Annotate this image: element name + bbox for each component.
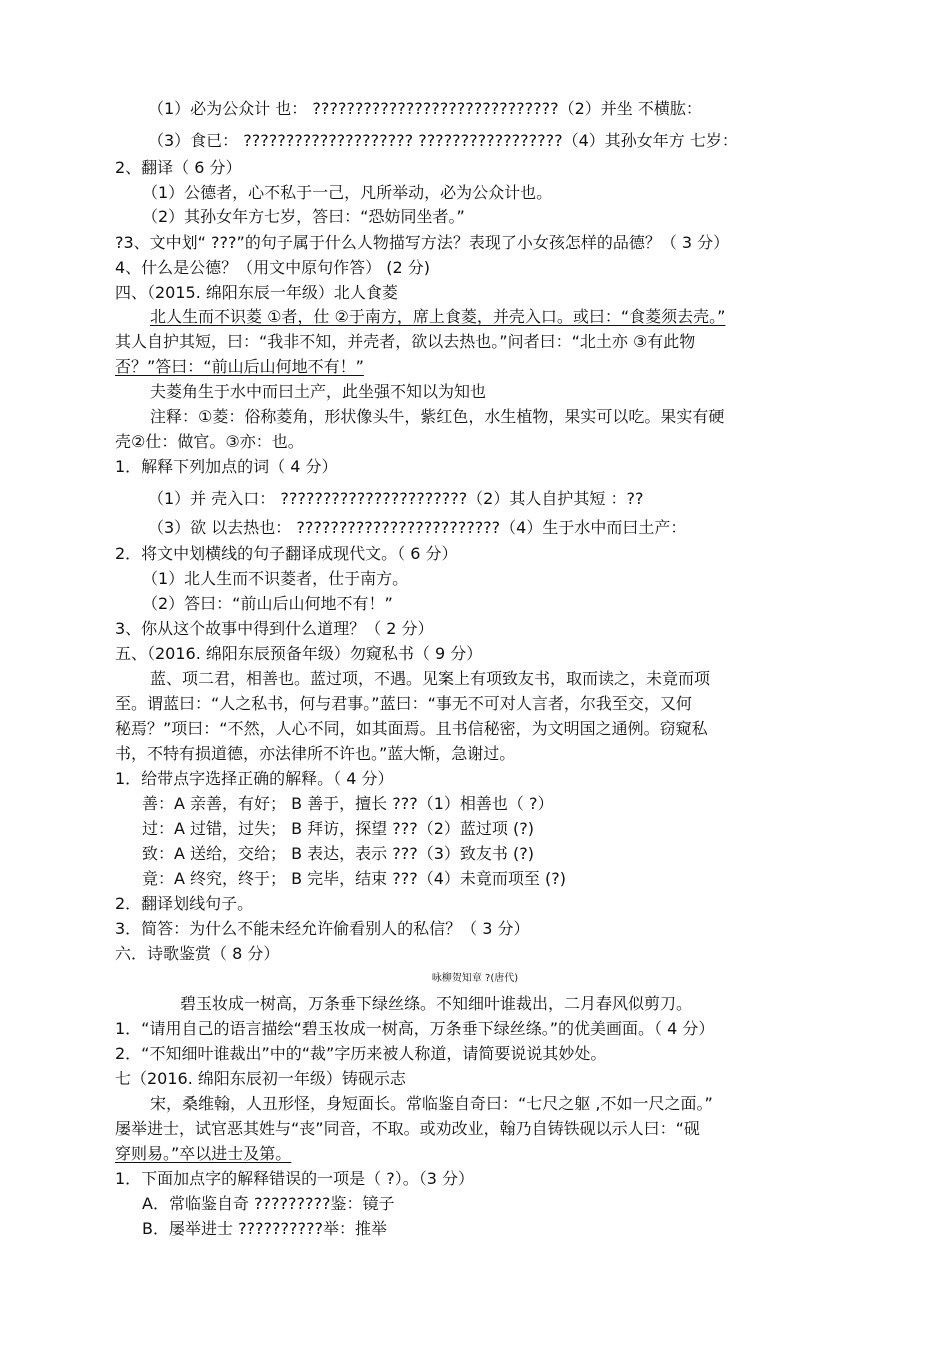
text-line: 秘焉？”项曰：“不然，人心不同，如其面焉。且书信秘密，为文明国之通例。窃窥私 bbox=[115, 719, 708, 738]
text-line: 壳②仕：做官。③亦：也。 bbox=[115, 432, 304, 451]
text-line: （1）公德者，心不私于一己，凡所举动，必为公众计也。 bbox=[142, 183, 553, 202]
text-line: （2）答曰：“前山后山何地不有！” bbox=[142, 594, 393, 613]
text-line: 3．简答：为什么不能未经允许偷看别人的私信？（ 3 分） bbox=[115, 919, 530, 938]
text-line: （2）其孙女年方七岁，答曰：“恐妨同坐者。” bbox=[142, 207, 465, 226]
section-heading: 七（2016. 绵阳东辰初一年级）铸砚示志 bbox=[115, 1069, 406, 1088]
text-line: 1．下面加点字的解释错误的一项是（ ?）。（3 分） bbox=[115, 1169, 475, 1188]
text-line: 善：A 亲善，有好； B 善于，擅长 ???（1）相善也（ ?） bbox=[142, 794, 554, 813]
text-line: （3）食已： ???????????????????? ?????????????????（4）其孙女年方 七岁： bbox=[148, 131, 738, 150]
text-line: 至。谓蓝曰：“人之私书，何与君事。”蓝曰：“事无不可对人言者，尔我至交，又何 bbox=[115, 694, 692, 713]
text-line: 穿则易。”卒以进士及第。 bbox=[115, 1144, 292, 1163]
text-line: 北人生而不识菱 ①者，仕 ②于南方，席上食菱，并壳入口。或曰：“食菱须去壳。” bbox=[150, 307, 726, 326]
text-line: 宋，桑维翰，人丑形怪，身短面长。常临鉴自奇曰：“七尺之躯 ,不如一尺之面。” bbox=[150, 1094, 713, 1113]
text-line: 夫菱角生于水中而曰土产，此坐强不知以为知也 bbox=[150, 382, 487, 401]
text-line: 2、翻译（ 6 分） bbox=[115, 158, 242, 177]
text-line: 4、什么是公德？（用文中原句作答） (2 分) bbox=[115, 258, 431, 277]
text-line: 否？”答曰：“前山后山何地不有！” bbox=[115, 357, 364, 376]
text-line: 屡举进士，试官恶其姓与“丧”同音，不取。或劝改业，翰乃自铸铁砚以示人曰：“砚 bbox=[115, 1119, 700, 1138]
text-line: 其人自护其短，曰：“我非不知，并壳者，欲以去热也。”问者曰：“北土亦 ③有此物 bbox=[115, 332, 696, 351]
poem-title: 咏柳贺知章 ?(唐代) bbox=[431, 973, 519, 984]
text-line: 注释：①菱：俗称菱角，形状像头牛，紫红色，水生植物，果实可以吃。果实有硬 bbox=[150, 407, 725, 426]
option-b: B．屡举进士 ??????????举：推举 bbox=[142, 1219, 387, 1238]
option-a: A．常临鉴自奇 ?????????鉴：镜子 bbox=[142, 1194, 395, 1213]
text-line: 2．将文中划横线的句子翻译成现代文。（ 6 分） bbox=[115, 544, 458, 563]
text-line: （1）必为公众计 也： ?????????????????????????????（2）并坐 不横肱： bbox=[148, 99, 702, 118]
text-line: 过：A 过错，过失； B 拜访，探望 ???（2）蓝过项 (?) bbox=[142, 819, 534, 838]
section-heading: 四、（2015. 绵阳东辰一年级）北人食菱 bbox=[115, 283, 398, 302]
text-line: （1）并 壳入口： ??????????????????????（2）其人自护其短 ：?? bbox=[148, 489, 644, 508]
text-line: 致：A 送给，交给； B 表达，表示 ???（3）致友书 (?) bbox=[142, 844, 534, 863]
text-line: 3、你从这个故事中得到什么道理？（ 2 分） bbox=[115, 619, 434, 638]
text-line: 2．“不知细叶谁裁出”中的“裁”字历来被人称道，请简要说说其妙处。 bbox=[115, 1044, 607, 1063]
text-line: 书，不特有损道德，亦法律所不许也。”蓝大惭，急谢过。 bbox=[115, 744, 516, 763]
text-line: 蓝、项二君，相善也。蓝过项，不遇。见案上有项致友书，取而读之，未竟而项 bbox=[150, 669, 711, 688]
text-line: （1）北人生而不识菱者，仕于南方。 bbox=[142, 569, 409, 588]
text-line: ?3、文中划“ ???”的句子属于什么人物描写方法？表现了小女孩怎样的品德？（ 3 分） bbox=[115, 233, 730, 252]
text-line: 1．给带点字选择正确的解释。（ 4 分） bbox=[115, 769, 394, 788]
poem-text: 碧玉妆成一树高，万条垂下绿丝绦。不知细叶谁裁出，二月春风似剪刀。 bbox=[180, 994, 693, 1013]
text-line: 1．“请用自己的语言描绘“碧玉妆成一树高，万条垂下绿丝绦。”的优美画面。（ 4 分） bbox=[115, 1019, 715, 1038]
text-line: 1．解释下列加点的词（ 4 分） bbox=[115, 457, 338, 476]
section-heading: 六．诗歌鉴赏（ 8 分） bbox=[115, 944, 280, 963]
text-line: （3）欲 以去热也： ????????????????????????（4）生于水中而曰土产： bbox=[148, 518, 687, 537]
text-line: 竟：A 终究，终于； B 完毕，结束 ???（4）未竟而项至 (?) bbox=[142, 869, 566, 888]
text-line: 2．翻译划线句子。 bbox=[115, 894, 254, 913]
section-heading: 五、（2016. 绵阳东辰预备年级）勿窥私书（ 9 分） bbox=[115, 644, 483, 663]
